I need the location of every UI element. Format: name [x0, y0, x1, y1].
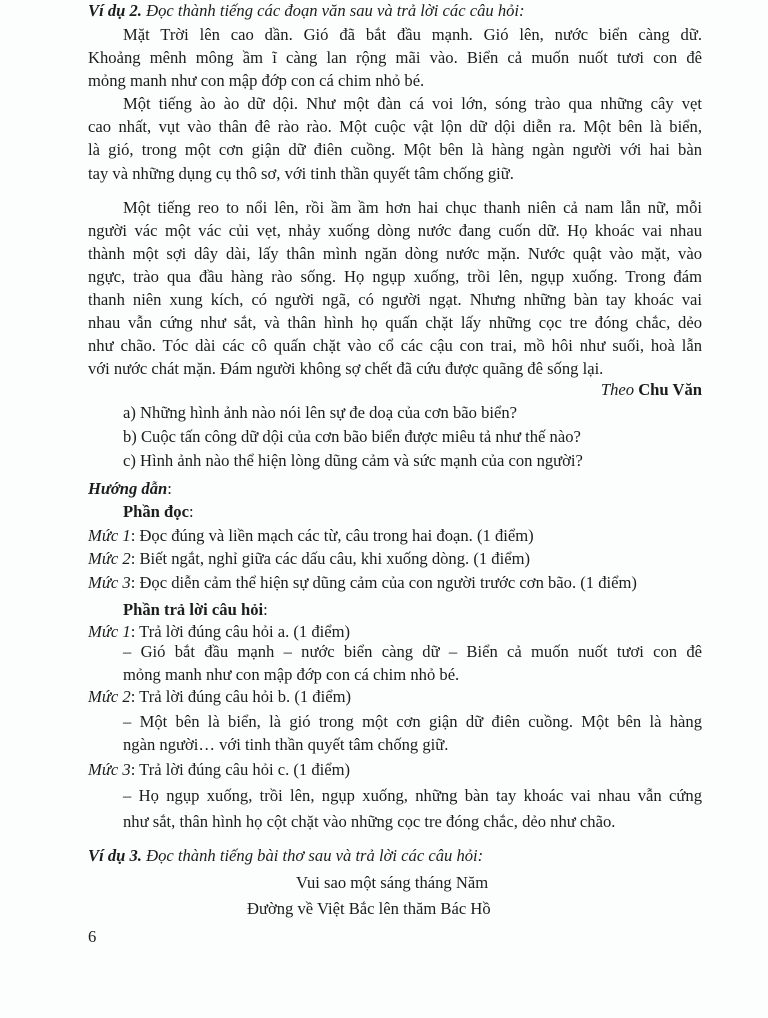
- guide-title: Hướng dẫn: [88, 479, 168, 498]
- question-c: c) Hình ảnh nào thể hiện lòng dũng cảm và sức mạnh của con người?: [123, 451, 583, 470]
- poem-line: Vui sao một sáng tháng Năm: [296, 873, 489, 892]
- level-text: : Trả lời đúng câu hỏi c. (1 điểm): [130, 760, 351, 779]
- answer-line: – Một bên là biển, là gió trong một cơn giận dữ điên cuồng. Một bên là hàng: [123, 712, 702, 731]
- attribution: [88, 379, 702, 401]
- attribution-prefix: Theo: [600, 380, 639, 399]
- example-label: Ví dụ 2.: [88, 1, 142, 20]
- answer-level-2: [88, 686, 702, 708]
- passage-line: tay và những dụng cụ thô sơ, với tinh thần quyết tâm chống giữ.: [88, 164, 514, 183]
- passage-line: Khoảng mênh mông ầm ĩ càng lan rộng mãi vào. Biển cả muốn nuốt tươi con đê: [88, 48, 702, 67]
- passage-line: mỏng manh như con mập đớp con cá chim nhỏ bé.: [88, 71, 425, 90]
- passage-line: Mặt Trời lên cao dần. Gió đã bắt đầu mạnh. Gió lên, nước biển càng dữ.: [123, 25, 702, 44]
- passage-line: Một tiếng ào ào dữ dội. Như một đàn cá voi lớn, sóng trào qua những cây vẹt: [123, 94, 702, 113]
- reading-level-3: [88, 572, 702, 594]
- colon: :: [167, 479, 172, 498]
- passage-line: với nước chát mặn. Đám người không sợ chết đã cứu được quãng đê sống lại.: [88, 359, 604, 378]
- level-text: : Trả lời đúng câu hỏi a. (1 điểm): [130, 622, 351, 641]
- passage-line: thanh niên xung kích, có người ngã, có người ngạt. Nhưng những bàn tay khoác vai: [88, 290, 702, 309]
- example-instruction: Đọc thành tiếng các đoạn văn sau và trả lời các câu hỏi:: [141, 1, 525, 20]
- level-label: Mức 3: [88, 573, 131, 592]
- example-2-heading: [88, 0, 702, 22]
- passage-line: là gió, trong một cơn giận dữ điên cuồng. Một bên là hàng ngàn người với hai bàn: [88, 140, 702, 159]
- reading-title: Phần đọc: [123, 502, 189, 521]
- level-label: Mức 1: [88, 622, 131, 641]
- passage-line: Một tiếng reo to nổi lên, rồi ầm ầm hơn hai chục thanh niên cả nam lẫn nữ, mỗi: [123, 198, 702, 217]
- level-text: : Biết ngắt, nghỉ giữa các dấu câu, khi xuống dòng. (1 điểm): [130, 549, 530, 568]
- level-label: Mức 2: [88, 549, 131, 568]
- answer-line: – Họ ngụp xuống, trồi lên, ngụp xuống, những bàn tay khoác vai nhau vẫn cứng: [123, 786, 702, 805]
- passage-line: nhau vẫn cứng như sắt, và thân hình họ quấn chặt lấy những cọc tre đóng chắc, dẻo: [88, 313, 702, 332]
- answer-level-1: [88, 621, 702, 643]
- answer-line: ngàn người… với tinh thần quyết tâm chống giữ.: [123, 735, 449, 754]
- answer-line: mỏng manh như con mập đớp con cá chim nhỏ bé.: [123, 665, 460, 684]
- answers-heading: [123, 599, 702, 621]
- reading-heading: [123, 501, 702, 523]
- level-label: Mức 1: [88, 526, 131, 545]
- page-number: 6: [88, 927, 97, 946]
- answer-line: – Gió bắt đầu mạnh – nước biển càng dữ – Biển cả muốn nuốt tươi con đê: [123, 642, 702, 661]
- colon: :: [188, 502, 194, 521]
- attribution-author: Chu Văn: [638, 380, 702, 399]
- guide-heading: [88, 478, 702, 500]
- passage-line: như chão. Tóc dài các cô quấn chặt vào cổ các cậu con trai, mồ hôi như suối, hoà lẫn: [88, 336, 702, 355]
- answer-level-3: [88, 759, 702, 781]
- answers-title: Phần trả lời câu hỏi: [123, 600, 264, 619]
- passage-line: cao nhất, vụt vào thân đê rào rào. Một cuộc vật lộn dữ dội diễn ra. Một bên là biển,: [88, 117, 702, 136]
- example-instruction: Đọc thành tiếng bài thơ sau và trả lời các câu hỏi:: [141, 846, 484, 865]
- reading-level-2: [88, 548, 702, 570]
- example-label: Ví dụ 3.: [88, 846, 142, 865]
- level-label: Mức 3: [88, 760, 131, 779]
- passage-line: ngực, trào qua đầu hàng rào sống. Họ ngụp xuống, trồi lên, ngụp xuống. Trong đám: [88, 267, 702, 286]
- level-text: : Trả lời đúng câu hỏi b. (1 điểm): [130, 687, 352, 706]
- answer-line: như sắt, thân hình họ cột chặt vào những cọc tre đóng chắc, dẻo như chão.: [123, 812, 616, 831]
- poem-line: Đường về Việt Bắc lên thăm Bác Hồ: [247, 899, 491, 918]
- level-label: Mức 2: [88, 687, 131, 706]
- passage-line: thành một sợi dây dài, lấy thân mình ngăn dòng nước mặn. Nước quật vào mặt, vào: [88, 244, 702, 263]
- passage-line: người vác một vác củi vẹt, nhảy xuống dòng nước đang cuốn dữ. Họ khoác vai nhau: [88, 221, 702, 240]
- question-a: a) Những hình ảnh nào nói lên sự đe doạ của cơn bão biển?: [123, 403, 518, 422]
- reading-level-1: [88, 525, 702, 547]
- level-text: : Đọc đúng và liền mạch các từ, câu trong hai đoạn. (1 điểm): [130, 526, 534, 545]
- example-3-heading: [88, 845, 702, 867]
- colon: :: [263, 600, 268, 619]
- level-text: : Đọc diễn cảm thể hiện sự dũng cảm của con người trước cơn bão. (1 điểm): [130, 573, 637, 592]
- question-b: b) Cuộc tấn công dữ dội của cơn bão biển được miêu tả như thế nào?: [123, 427, 581, 446]
